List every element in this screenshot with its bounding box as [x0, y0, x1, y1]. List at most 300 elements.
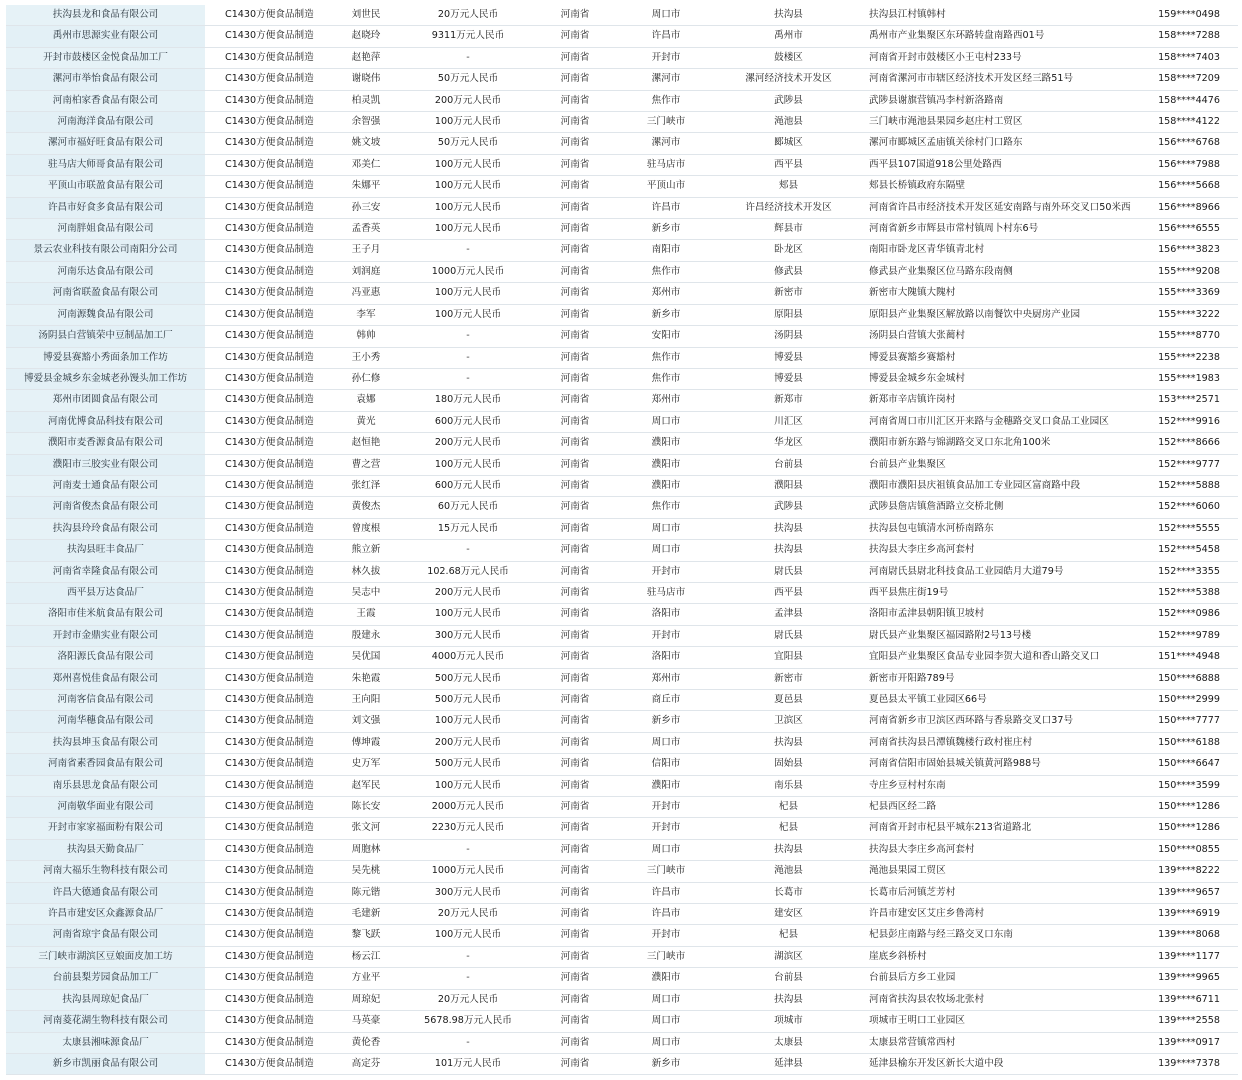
- district-cell: 原阳县: [716, 304, 861, 325]
- capital-cell: 15万元人民币: [402, 518, 534, 539]
- address-cell: 河南省扶沟县农牧场北张村: [861, 989, 1136, 1010]
- address-cell: 宜阳县产业集聚区食品专业园李贺大道和香山路交叉口: [861, 647, 1136, 668]
- address-cell: 洛阳市孟津县朝阳镇卫坡村: [861, 604, 1136, 625]
- company-cell: 禹州市思源实业有限公司: [6, 26, 205, 47]
- industry-cell: C1430方便食品制造: [205, 90, 330, 111]
- capital-cell: 60万元人民币: [402, 497, 534, 518]
- person-cell: 孙仁修: [330, 368, 402, 389]
- industry-cell: C1430方便食品制造: [205, 668, 330, 689]
- table-row: [6, 133, 1238, 154]
- city-cell: 洛阳市: [616, 604, 716, 625]
- industry-cell: C1430方便食品制造: [205, 176, 330, 197]
- company-table: [6, 5, 1238, 1075]
- address-cell: 扶沟县江村镇韩村: [861, 5, 1136, 26]
- table-row: [6, 839, 1238, 860]
- city-cell: 三门峡市: [616, 861, 716, 882]
- person-cell: 林久拔: [330, 561, 402, 582]
- table-row: [6, 604, 1238, 625]
- person-cell: 曹之营: [330, 454, 402, 475]
- capital-cell: 100万元人民币: [402, 711, 534, 732]
- company-cell: 河南菱花湖生物科技有限公司: [6, 1011, 205, 1032]
- industry-cell: C1430方便食品制造: [205, 154, 330, 175]
- phone-cell: 152****9789: [1136, 625, 1238, 646]
- city-cell: 周口市: [616, 540, 716, 561]
- table-row: [6, 775, 1238, 796]
- province-cell: 河南省: [534, 154, 616, 175]
- table-row: [6, 925, 1238, 946]
- capital-cell: 100万元人民币: [402, 112, 534, 133]
- table-row: [6, 647, 1238, 668]
- company-cell: 扶沟县龙和食品有限公司: [6, 5, 205, 26]
- district-cell: 尉氏县: [716, 561, 861, 582]
- address-cell: 新郑市辛店镇许岗村: [861, 390, 1136, 411]
- capital-cell: -: [402, 946, 534, 967]
- address-cell: 杞县彭庄南路与经三路交叉口东南: [861, 925, 1136, 946]
- phone-cell: 152****5388: [1136, 582, 1238, 603]
- table-row: [6, 26, 1238, 47]
- city-cell: 焦作市: [616, 90, 716, 111]
- industry-cell: C1430方便食品制造: [205, 1011, 330, 1032]
- industry-cell: C1430方便食品制造: [205, 26, 330, 47]
- city-cell: 濮阳市: [616, 968, 716, 989]
- address-cell: 台前县后方乡工业园: [861, 968, 1136, 989]
- district-cell: 鼓楼区: [716, 47, 861, 68]
- capital-cell: -: [402, 326, 534, 347]
- address-cell: 新密市开阳路789号: [861, 668, 1136, 689]
- company-cell: 扶沟县玲玲食品有限公司: [6, 518, 205, 539]
- province-cell: 河南省: [534, 454, 616, 475]
- industry-cell: C1430方便食品制造: [205, 604, 330, 625]
- city-cell: 周口市: [616, 5, 716, 26]
- company-cell: 河南省幸隆食品有限公司: [6, 561, 205, 582]
- capital-cell: 100万元人民币: [402, 219, 534, 240]
- industry-cell: C1430方便食品制造: [205, 47, 330, 68]
- company-cell: 许昌市建安区众鑫源食品厂: [6, 904, 205, 925]
- city-cell: 漯河市: [616, 69, 716, 90]
- capital-cell: -: [402, 240, 534, 261]
- address-cell: 郏县长桥镇政府东隔壁: [861, 176, 1136, 197]
- person-cell: 谢晓伟: [330, 69, 402, 90]
- address-cell: 尉氏县产业集聚区福园路附2号13号楼: [861, 625, 1136, 646]
- table-row: [6, 326, 1238, 347]
- address-cell: 南阳市卧龙区青华镇青北村: [861, 240, 1136, 261]
- table-row: [6, 197, 1238, 218]
- phone-cell: 155****1983: [1136, 368, 1238, 389]
- industry-cell: C1430方便食品制造: [205, 390, 330, 411]
- company-cell: 开封市鼓楼区金悦食品加工厂: [6, 47, 205, 68]
- district-cell: 西平县: [716, 582, 861, 603]
- phone-cell: 152****0986: [1136, 604, 1238, 625]
- province-cell: 河南省: [534, 5, 616, 26]
- district-cell: 延津县: [716, 1053, 861, 1074]
- district-cell: 扶沟县: [716, 989, 861, 1010]
- address-cell: 崖底乡斜桥村: [861, 946, 1136, 967]
- company-cell: 博爱县赛豁小秀面条加工作坊: [6, 347, 205, 368]
- person-cell: 吴优国: [330, 647, 402, 668]
- person-cell: 冯亚惠: [330, 283, 402, 304]
- person-cell: 周胞林: [330, 839, 402, 860]
- table-row: [6, 946, 1238, 967]
- capital-cell: -: [402, 347, 534, 368]
- city-cell: 驻马店市: [616, 582, 716, 603]
- industry-cell: C1430方便食品制造: [205, 433, 330, 454]
- person-cell: 韩帅: [330, 326, 402, 347]
- district-cell: 禹州市: [716, 26, 861, 47]
- industry-cell: C1430方便食品制造: [205, 411, 330, 432]
- capital-cell: 100万元人民币: [402, 197, 534, 218]
- industry-cell: C1430方便食品制造: [205, 882, 330, 903]
- capital-cell: 200万元人民币: [402, 582, 534, 603]
- table-row: [6, 283, 1238, 304]
- capital-cell: 500万元人民币: [402, 690, 534, 711]
- table-row: [6, 861, 1238, 882]
- company-cell: 漯河市福好旺食品有限公司: [6, 133, 205, 154]
- province-cell: 河南省: [534, 540, 616, 561]
- capital-cell: 500万元人民币: [402, 754, 534, 775]
- city-cell: 开封市: [616, 625, 716, 646]
- district-cell: 湖滨区: [716, 946, 861, 967]
- industry-cell: C1430方便食品制造: [205, 732, 330, 753]
- table-row: [6, 732, 1238, 753]
- city-cell: 郑州市: [616, 283, 716, 304]
- table-row: [6, 454, 1238, 475]
- company-cell: 濮阳市三胶实业有限公司: [6, 454, 205, 475]
- table-row: [6, 47, 1238, 68]
- province-cell: 河南省: [534, 90, 616, 111]
- province-cell: 河南省: [534, 47, 616, 68]
- phone-cell: 150****0855: [1136, 839, 1238, 860]
- city-cell: 周口市: [616, 732, 716, 753]
- province-cell: 河南省: [534, 112, 616, 133]
- capital-cell: 101万元人民币: [402, 1053, 534, 1074]
- address-cell: 禹州市产业集聚区东环路转盘南路西01号: [861, 26, 1136, 47]
- district-cell: 濮阳县: [716, 475, 861, 496]
- city-cell: 漯河市: [616, 133, 716, 154]
- capital-cell: 500万元人民币: [402, 668, 534, 689]
- district-cell: 杞县: [716, 797, 861, 818]
- capital-cell: 200万元人民币: [402, 433, 534, 454]
- person-cell: 王小秀: [330, 347, 402, 368]
- capital-cell: 2000万元人民币: [402, 797, 534, 818]
- phone-cell: 139****6711: [1136, 989, 1238, 1010]
- person-cell: 赵艳萍: [330, 47, 402, 68]
- province-cell: 河南省: [534, 1032, 616, 1053]
- company-cell: 扶沟县旺丰食品厂: [6, 540, 205, 561]
- table-row: [6, 261, 1238, 282]
- company-cell: 河南海洋食品有限公司: [6, 112, 205, 133]
- industry-cell: C1430方便食品制造: [205, 818, 330, 839]
- industry-cell: C1430方便食品制造: [205, 711, 330, 732]
- city-cell: 安阳市: [616, 326, 716, 347]
- address-cell: 濮阳市新东路与锦湖路交叉口东北角100米: [861, 433, 1136, 454]
- province-cell: 河南省: [534, 176, 616, 197]
- phone-cell: 152****5555: [1136, 518, 1238, 539]
- industry-cell: C1430方便食品制造: [205, 5, 330, 26]
- phone-cell: 152****8666: [1136, 433, 1238, 454]
- phone-cell: 152****9777: [1136, 454, 1238, 475]
- industry-cell: C1430方便食品制造: [205, 775, 330, 796]
- industry-cell: C1430方便食品制造: [205, 326, 330, 347]
- company-cell: 许昌大德通食品有限公司: [6, 882, 205, 903]
- industry-cell: C1430方便食品制造: [205, 475, 330, 496]
- capital-cell: 300万元人民币: [402, 625, 534, 646]
- address-cell: 河南省新乡市辉县市常村镇周卜村东6号: [861, 219, 1136, 240]
- company-cell: 扶沟县天勤食品厂: [6, 839, 205, 860]
- address-cell: 寺庄乡豆村村东南: [861, 775, 1136, 796]
- city-cell: 周口市: [616, 989, 716, 1010]
- province-cell: 河南省: [534, 69, 616, 90]
- industry-cell: C1430方便食品制造: [205, 133, 330, 154]
- province-cell: 河南省: [534, 219, 616, 240]
- person-cell: 马英豪: [330, 1011, 402, 1032]
- phone-cell: 139****8068: [1136, 925, 1238, 946]
- province-cell: 河南省: [534, 989, 616, 1010]
- table-row: [6, 711, 1238, 732]
- person-cell: 吴志中: [330, 582, 402, 603]
- capital-cell: 100万元人民币: [402, 454, 534, 475]
- city-cell: 商丘市: [616, 690, 716, 711]
- company-cell: 河南柏家香食品有限公司: [6, 90, 205, 111]
- person-cell: 柏灵凯: [330, 90, 402, 111]
- district-cell: 武陟县: [716, 497, 861, 518]
- table-row: [6, 347, 1238, 368]
- phone-cell: 151****4948: [1136, 647, 1238, 668]
- person-cell: 陈元锴: [330, 882, 402, 903]
- table-row: [6, 1053, 1238, 1074]
- person-cell: 李军: [330, 304, 402, 325]
- person-cell: 刘文强: [330, 711, 402, 732]
- address-cell: 河南尉氏县尉北科技食品工业园皓月大道79号: [861, 561, 1136, 582]
- table-row: [6, 1011, 1238, 1032]
- district-cell: 渑池县: [716, 112, 861, 133]
- company-cell: 三门峡市湖滨区豆娘面皮加工坊: [6, 946, 205, 967]
- table-row: [6, 390, 1238, 411]
- industry-cell: C1430方便食品制造: [205, 219, 330, 240]
- phone-cell: 158****7209: [1136, 69, 1238, 90]
- district-cell: 台前县: [716, 454, 861, 475]
- district-cell: 扶沟县: [716, 839, 861, 860]
- company-cell: 河南优博食品科技有限公司: [6, 411, 205, 432]
- table-row: [6, 368, 1238, 389]
- industry-cell: C1430方便食品制造: [205, 261, 330, 282]
- person-cell: 曾度根: [330, 518, 402, 539]
- city-cell: 开封市: [616, 818, 716, 839]
- table-row: [6, 1032, 1238, 1053]
- phone-cell: 156****7988: [1136, 154, 1238, 175]
- city-cell: 焦作市: [616, 368, 716, 389]
- phone-cell: 139****1177: [1136, 946, 1238, 967]
- district-cell: 项城市: [716, 1011, 861, 1032]
- province-cell: 河南省: [534, 904, 616, 925]
- table-row: [6, 475, 1238, 496]
- district-cell: 宜阳县: [716, 647, 861, 668]
- capital-cell: 200万元人民币: [402, 90, 534, 111]
- address-cell: 濮阳市濮阳县庆祖镇食品加工专业园区富商路中段: [861, 475, 1136, 496]
- address-cell: 渑池县果园工贸区: [861, 861, 1136, 882]
- city-cell: 三门峡市: [616, 112, 716, 133]
- company-cell: 河南省琼宇食品有限公司: [6, 925, 205, 946]
- capital-cell: 20万元人民币: [402, 904, 534, 925]
- table-row: [6, 154, 1238, 175]
- address-cell: 漯河市郾城区孟庙镇关徐村门口路东: [861, 133, 1136, 154]
- address-cell: 扶沟县包屯镇清水河桥南路东: [861, 518, 1136, 539]
- address-cell: 修武县产业集聚区位马路东段南侧: [861, 261, 1136, 282]
- person-cell: 熊立新: [330, 540, 402, 561]
- address-cell: 河南省新乡市卫滨区西环路与香泉路交叉口37号: [861, 711, 1136, 732]
- province-cell: 河南省: [534, 26, 616, 47]
- company-cell: 郑州市团圆食品有限公司: [6, 390, 205, 411]
- phone-cell: 139****7378: [1136, 1053, 1238, 1074]
- district-cell: 扶沟县: [716, 732, 861, 753]
- table-row: [6, 968, 1238, 989]
- district-cell: 渑池县: [716, 861, 861, 882]
- table-row: [6, 540, 1238, 561]
- city-cell: 新乡市: [616, 711, 716, 732]
- industry-cell: C1430方便食品制造: [205, 647, 330, 668]
- phone-cell: 156****6768: [1136, 133, 1238, 154]
- person-cell: 刘世民: [330, 5, 402, 26]
- company-cell: 开封市金鼎实业有限公司: [6, 625, 205, 646]
- city-cell: 濮阳市: [616, 775, 716, 796]
- table-row: [6, 176, 1238, 197]
- city-cell: 焦作市: [616, 261, 716, 282]
- person-cell: 王子月: [330, 240, 402, 261]
- table-row: [6, 219, 1238, 240]
- table-row: [6, 240, 1238, 261]
- capital-cell: -: [402, 47, 534, 68]
- phone-cell: 155****3369: [1136, 283, 1238, 304]
- capital-cell: -: [402, 968, 534, 989]
- industry-cell: C1430方便食品制造: [205, 754, 330, 775]
- person-cell: 王向阳: [330, 690, 402, 711]
- district-cell: 扶沟县: [716, 540, 861, 561]
- province-cell: 河南省: [534, 390, 616, 411]
- phone-cell: 158****4476: [1136, 90, 1238, 111]
- province-cell: 河南省: [534, 839, 616, 860]
- industry-cell: C1430方便食品制造: [205, 368, 330, 389]
- table-row: [6, 69, 1238, 90]
- person-cell: 赵军民: [330, 775, 402, 796]
- capital-cell: 180万元人民币: [402, 390, 534, 411]
- phone-cell: 156****3823: [1136, 240, 1238, 261]
- table-row: [6, 882, 1238, 903]
- phone-cell: 155****8770: [1136, 326, 1238, 347]
- capital-cell: 300万元人民币: [402, 882, 534, 903]
- address-cell: 西平县焦庄街19号: [861, 582, 1136, 603]
- city-cell: 洛阳市: [616, 647, 716, 668]
- address-cell: 原阳县产业集聚区解放路以南餐饮中央厨房产业园: [861, 304, 1136, 325]
- city-cell: 平顶山市: [616, 176, 716, 197]
- district-cell: 川汇区: [716, 411, 861, 432]
- city-cell: 新乡市: [616, 1053, 716, 1074]
- industry-cell: C1430方便食品制造: [205, 690, 330, 711]
- table-row: [6, 582, 1238, 603]
- person-cell: 朱艳霞: [330, 668, 402, 689]
- province-cell: 河南省: [534, 582, 616, 603]
- industry-cell: C1430方便食品制造: [205, 283, 330, 304]
- address-cell: 河南省扶沟县吕潭镇魏楼行政村崔庄村: [861, 732, 1136, 753]
- phone-cell: 156****6555: [1136, 219, 1238, 240]
- phone-cell: 158****7288: [1136, 26, 1238, 47]
- industry-cell: C1430方便食品制造: [205, 347, 330, 368]
- company-cell: 开封市家家福面粉有限公司: [6, 818, 205, 839]
- province-cell: 河南省: [534, 561, 616, 582]
- phone-cell: 139****9965: [1136, 968, 1238, 989]
- address-cell: 延津县榆东开发区新长大道中段: [861, 1053, 1136, 1074]
- province-cell: 河南省: [534, 475, 616, 496]
- phone-cell: 150****3599: [1136, 775, 1238, 796]
- province-cell: 河南省: [534, 326, 616, 347]
- province-cell: 河南省: [534, 304, 616, 325]
- address-cell: 河南省周口市川汇区开来路与金穗路交叉口食品工业园区: [861, 411, 1136, 432]
- industry-cell: C1430方便食品制造: [205, 797, 330, 818]
- industry-cell: C1430方便食品制造: [205, 518, 330, 539]
- address-cell: 扶沟县大李庄乡高河套村: [861, 839, 1136, 860]
- company-cell: 洛阳源氏食品有限公司: [6, 647, 205, 668]
- city-cell: 开封市: [616, 925, 716, 946]
- province-cell: 河南省: [534, 668, 616, 689]
- capital-cell: -: [402, 540, 534, 561]
- person-cell: 陈长安: [330, 797, 402, 818]
- person-cell: 王霞: [330, 604, 402, 625]
- phone-cell: 153****2571: [1136, 390, 1238, 411]
- industry-cell: C1430方便食品制造: [205, 1053, 330, 1074]
- province-cell: 河南省: [534, 368, 616, 389]
- address-cell: 杞县西区经二路: [861, 797, 1136, 818]
- address-cell: 台前县产业集聚区: [861, 454, 1136, 475]
- industry-cell: C1430方便食品制造: [205, 904, 330, 925]
- company-cell: 新乡市凯丽食品有限公司: [6, 1053, 205, 1074]
- city-cell: 开封市: [616, 797, 716, 818]
- city-cell: 开封市: [616, 47, 716, 68]
- district-cell: 华龙区: [716, 433, 861, 454]
- district-cell: 夏邑县: [716, 690, 861, 711]
- company-cell: 河南客信食品有限公司: [6, 690, 205, 711]
- capital-cell: -: [402, 1032, 534, 1053]
- industry-cell: C1430方便食品制造: [205, 540, 330, 561]
- person-cell: 黄伦香: [330, 1032, 402, 1053]
- district-cell: 许昌经济技术开发区: [716, 197, 861, 218]
- district-cell: 武陟县: [716, 90, 861, 111]
- capital-cell: 4000万元人民币: [402, 647, 534, 668]
- phone-cell: 150****6188: [1136, 732, 1238, 753]
- district-cell: 修武县: [716, 261, 861, 282]
- address-cell: 新密市大隗镇大隗村: [861, 283, 1136, 304]
- company-cell: 西平县万达食品厂: [6, 582, 205, 603]
- capital-cell: 100万元人民币: [402, 176, 534, 197]
- phone-cell: 150****6647: [1136, 754, 1238, 775]
- address-cell: 长葛市后河镇芝芳村: [861, 882, 1136, 903]
- company-cell: 郑州喜悦佳食品有限公司: [6, 668, 205, 689]
- person-cell: 黄光: [330, 411, 402, 432]
- company-cell: 太康县湘味源食品厂: [6, 1032, 205, 1053]
- industry-cell: C1430方便食品制造: [205, 582, 330, 603]
- industry-cell: C1430方便食品制造: [205, 1032, 330, 1053]
- company-cell: 河南省联盈食品有限公司: [6, 283, 205, 304]
- city-cell: 三门峡市: [616, 946, 716, 967]
- province-cell: 河南省: [534, 647, 616, 668]
- company-cell: 扶沟县周琼妃食品厂: [6, 989, 205, 1010]
- district-cell: 新郑市: [716, 390, 861, 411]
- company-cell: 博爱县金城乡东金城老孙馒头加工作坊: [6, 368, 205, 389]
- company-cell: 洛阳市佳米航食品有限公司: [6, 604, 205, 625]
- capital-cell: 9311万元人民币: [402, 26, 534, 47]
- capital-cell: -: [402, 368, 534, 389]
- province-cell: 河南省: [534, 283, 616, 304]
- address-cell: 博爱县金城乡东金城村: [861, 368, 1136, 389]
- person-cell: 余智强: [330, 112, 402, 133]
- industry-cell: C1430方便食品制造: [205, 304, 330, 325]
